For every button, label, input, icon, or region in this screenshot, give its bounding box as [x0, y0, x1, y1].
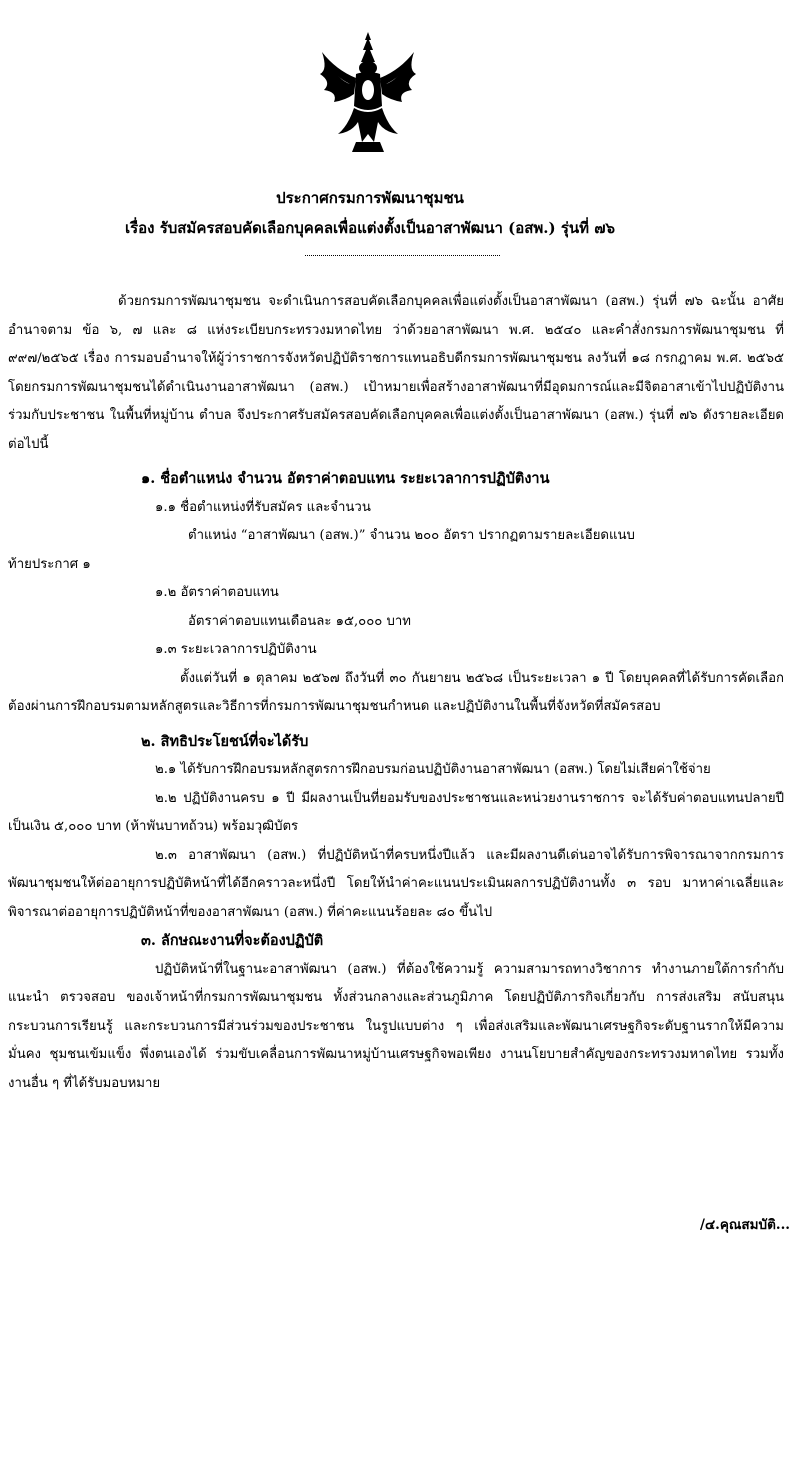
announcement-issuer: ประกาศกรมการพัฒนาชุมชน: [276, 189, 464, 207]
section-1-1-detail: ตำแหน่ง “อาสาพัฒนา (อสพ.)” จำนวน ๒๐๐ อัตรา ปรากฏตามรายละเอียดแนบ: [188, 528, 635, 543]
section-1-3-detail: ตั้งแต่วันที่ ๑ ตุลาคม ๒๕๖๗ ถึงวันที่ ๓๐ กันยายน ๒๕๖๘ เป็นระยะเวลา ๑ ปี โดยบุคคลที่ได้รับการคัดเลือกต้องผ่านการฝึกอบรมตามหลักสูตรและวิธีการที่กรมการพัฒนาชุมชนกำหนด และปฏิบัติงานในพื้นที่จังหวัดที่สมัครสอบ: [8, 670, 784, 714]
intro-paragraph: ด้วยกรมการพัฒนาชุมชน จะดำเนินการสอบคัดเลือกบุคคลเพื่อแต่งตั้งเป็นอาสาพัฒนา (อสพ.) รุ่นที่ ๗๖ ฉะนั้น อาศัยอำนาจตาม ข้อ ๖, ๗ และ ๘ แห่งระเบียบกระทรวงมหาดไทย ว่าด้วยอาสาพัฒนา พ.ศ. ๒๕๔๐ และคำสั่งกรมการพัฒนาชุมชน ที่ ๙๙๗/๒๕๖๕ เรื่อง การมอบอำนาจให้ผู้ว่าราชการจังหวัดปฏิบัติราชการแทนอธิบดีกรมการพัฒนาชุมชน ลงวันที่ ๑๘ กรกฎาคม พ.ศ. ๒๕๖๕ โดยกรมการพัฒนาชุมชนได้ดำเนินงานอาสาพัฒนา (อสพ.) เป้าหมายเพื่อสร้างอาสาพัฒนาที่มีอุดมการณ์และมีจิตอาสาเข้าไปปฏิบัติงานร่วมกับประชาชน ในพื้นที่หมู่บ้าน ตำบล จึงประกาศรับสมัครสอบคัดเลือกบุคคลเพื่อแต่งตั้งเป็นอาสาพัฒนา (อสพ.) รุ่นที่ ๗๖ ดังรายละเอียดต่อไปนี้: [8, 294, 784, 452]
announcement-subject: เรื่อง รับสมัครสอบคัดเลือกบุคคลเพื่อแต่งตั้งเป็นอาสาพัฒนา (อสพ.) รุ่นที่ ๗๖: [124, 219, 616, 237]
section-1-1-detail-cont: ท้ายประกาศ ๑: [8, 556, 91, 572]
garuda-emblem-icon: [318, 30, 418, 158]
continuation-marker: /๔.คุณสมบัติ...: [700, 1217, 790, 1233]
title-divider: [305, 255, 500, 256]
section-1-1-title: ๑.๑ ชื่อตำแหน่งที่รับสมัคร และจำนวน: [155, 499, 371, 515]
section-1-3-title: ๑.๓ ระยะเวลาการปฏิบัติงาน: [155, 642, 317, 657]
section-3-heading: ๓. ลักษณะงานที่จะต้องปฏิบัติ: [141, 932, 324, 949]
section-1-heading: ๑. ชื่อตำแหน่ง จำนวน อัตราค่าตอบแทน ระยะเวลาการปฏิบัติงาน: [141, 470, 550, 487]
section-3-detail: ปฏิบัติหน้าที่ในฐานะอาสาพัฒนา (อสพ.) ที่ต้องใช้ความรู้ ความสามารถทางวิชาการ ทำงานภายใต้การกำกับ แนะนำ ตรวจสอบ ของเจ้าหน้าที่กรมการพัฒนาชุมชน ทั้งส่วนกลางและส่วนภูมิภาค โดยปฏิบัติภารกิจเกี่ยวกับ การส่งเสริม สนับสนุน กระบวนการเรียนรู้ และกระบวนการมีส่วนร่วมของประชาชน ในรูปแบบต่าง ๆ เพื่อส่งเสริมและพัฒนาเศรษฐกิจระดับฐานรากให้มีความมั่นคง ชุมชนเข้มแข็ง พึ่งตนเองได้ ร่วมขับเคลื่อนการพัฒนาหมู่บ้านเศรษฐกิจพอเพียง งานนโยบายสำคัญของกระทรวงมหาดไทย รวมทั้งงานอื่น ๆ ที่ได้รับมอบหมาย: [8, 961, 784, 1091]
section-1-2-title: ๑.๒ อัตราค่าตอบแทน: [155, 585, 279, 600]
section-2-heading: ๒. สิทธิประโยชน์ที่จะได้รับ: [141, 732, 309, 750]
section-2-2: ๒.๒ ปฏิบัติงานครบ ๑ ปี มีผลงานเป็นที่ยอมรับของประชาชนและหน่วยงานราชการ จะได้รับค่าตอบแทนปลายปี เป็นเงิน ๕,๐๐๐ บาท (ห้าพันบาทถ้วน) พร้อมวุฒิบัตร: [8, 790, 784, 834]
section-1-2-detail: อัตราค่าตอบแทนเดือนละ ๑๕,๐๐๐ บาท: [188, 613, 411, 629]
section-2-3: ๒.๓ อาสาพัฒนา (อสพ.) ที่ปฏิบัติหน้าที่ครบหนึ่งปีแล้ว และมีผลงานดีเด่นอาจได้รับการพิจารณาจากกรมการพัฒนาชุมชนให้ต่ออายุการปฏิบัติหน้าที่ได้อีกคราวละหนึ่งปี โดยให้นำค่าคะแนนประเมินผลการปฏิบัติงานทั้ง ๓ รอบ มาหาค่าเฉลี่ยและพิจารณาต่ออายุการปฏิบัติหน้าที่ของอาสาพัฒนา (อสพ.) ที่ค่าคะแนนร้อยละ ๘๐ ขึ้นไป: [8, 847, 784, 920]
section-2-1: ๒.๑ ได้รับการฝึกอบรมหลักสูตรการฝึกอบรมก่อนปฏิบัติงานอาสาพัฒนา (อสพ.) โดยไม่เสียค่าใช้จ่าย: [155, 762, 711, 777]
announcement-body: [8, 288, 784, 1098]
